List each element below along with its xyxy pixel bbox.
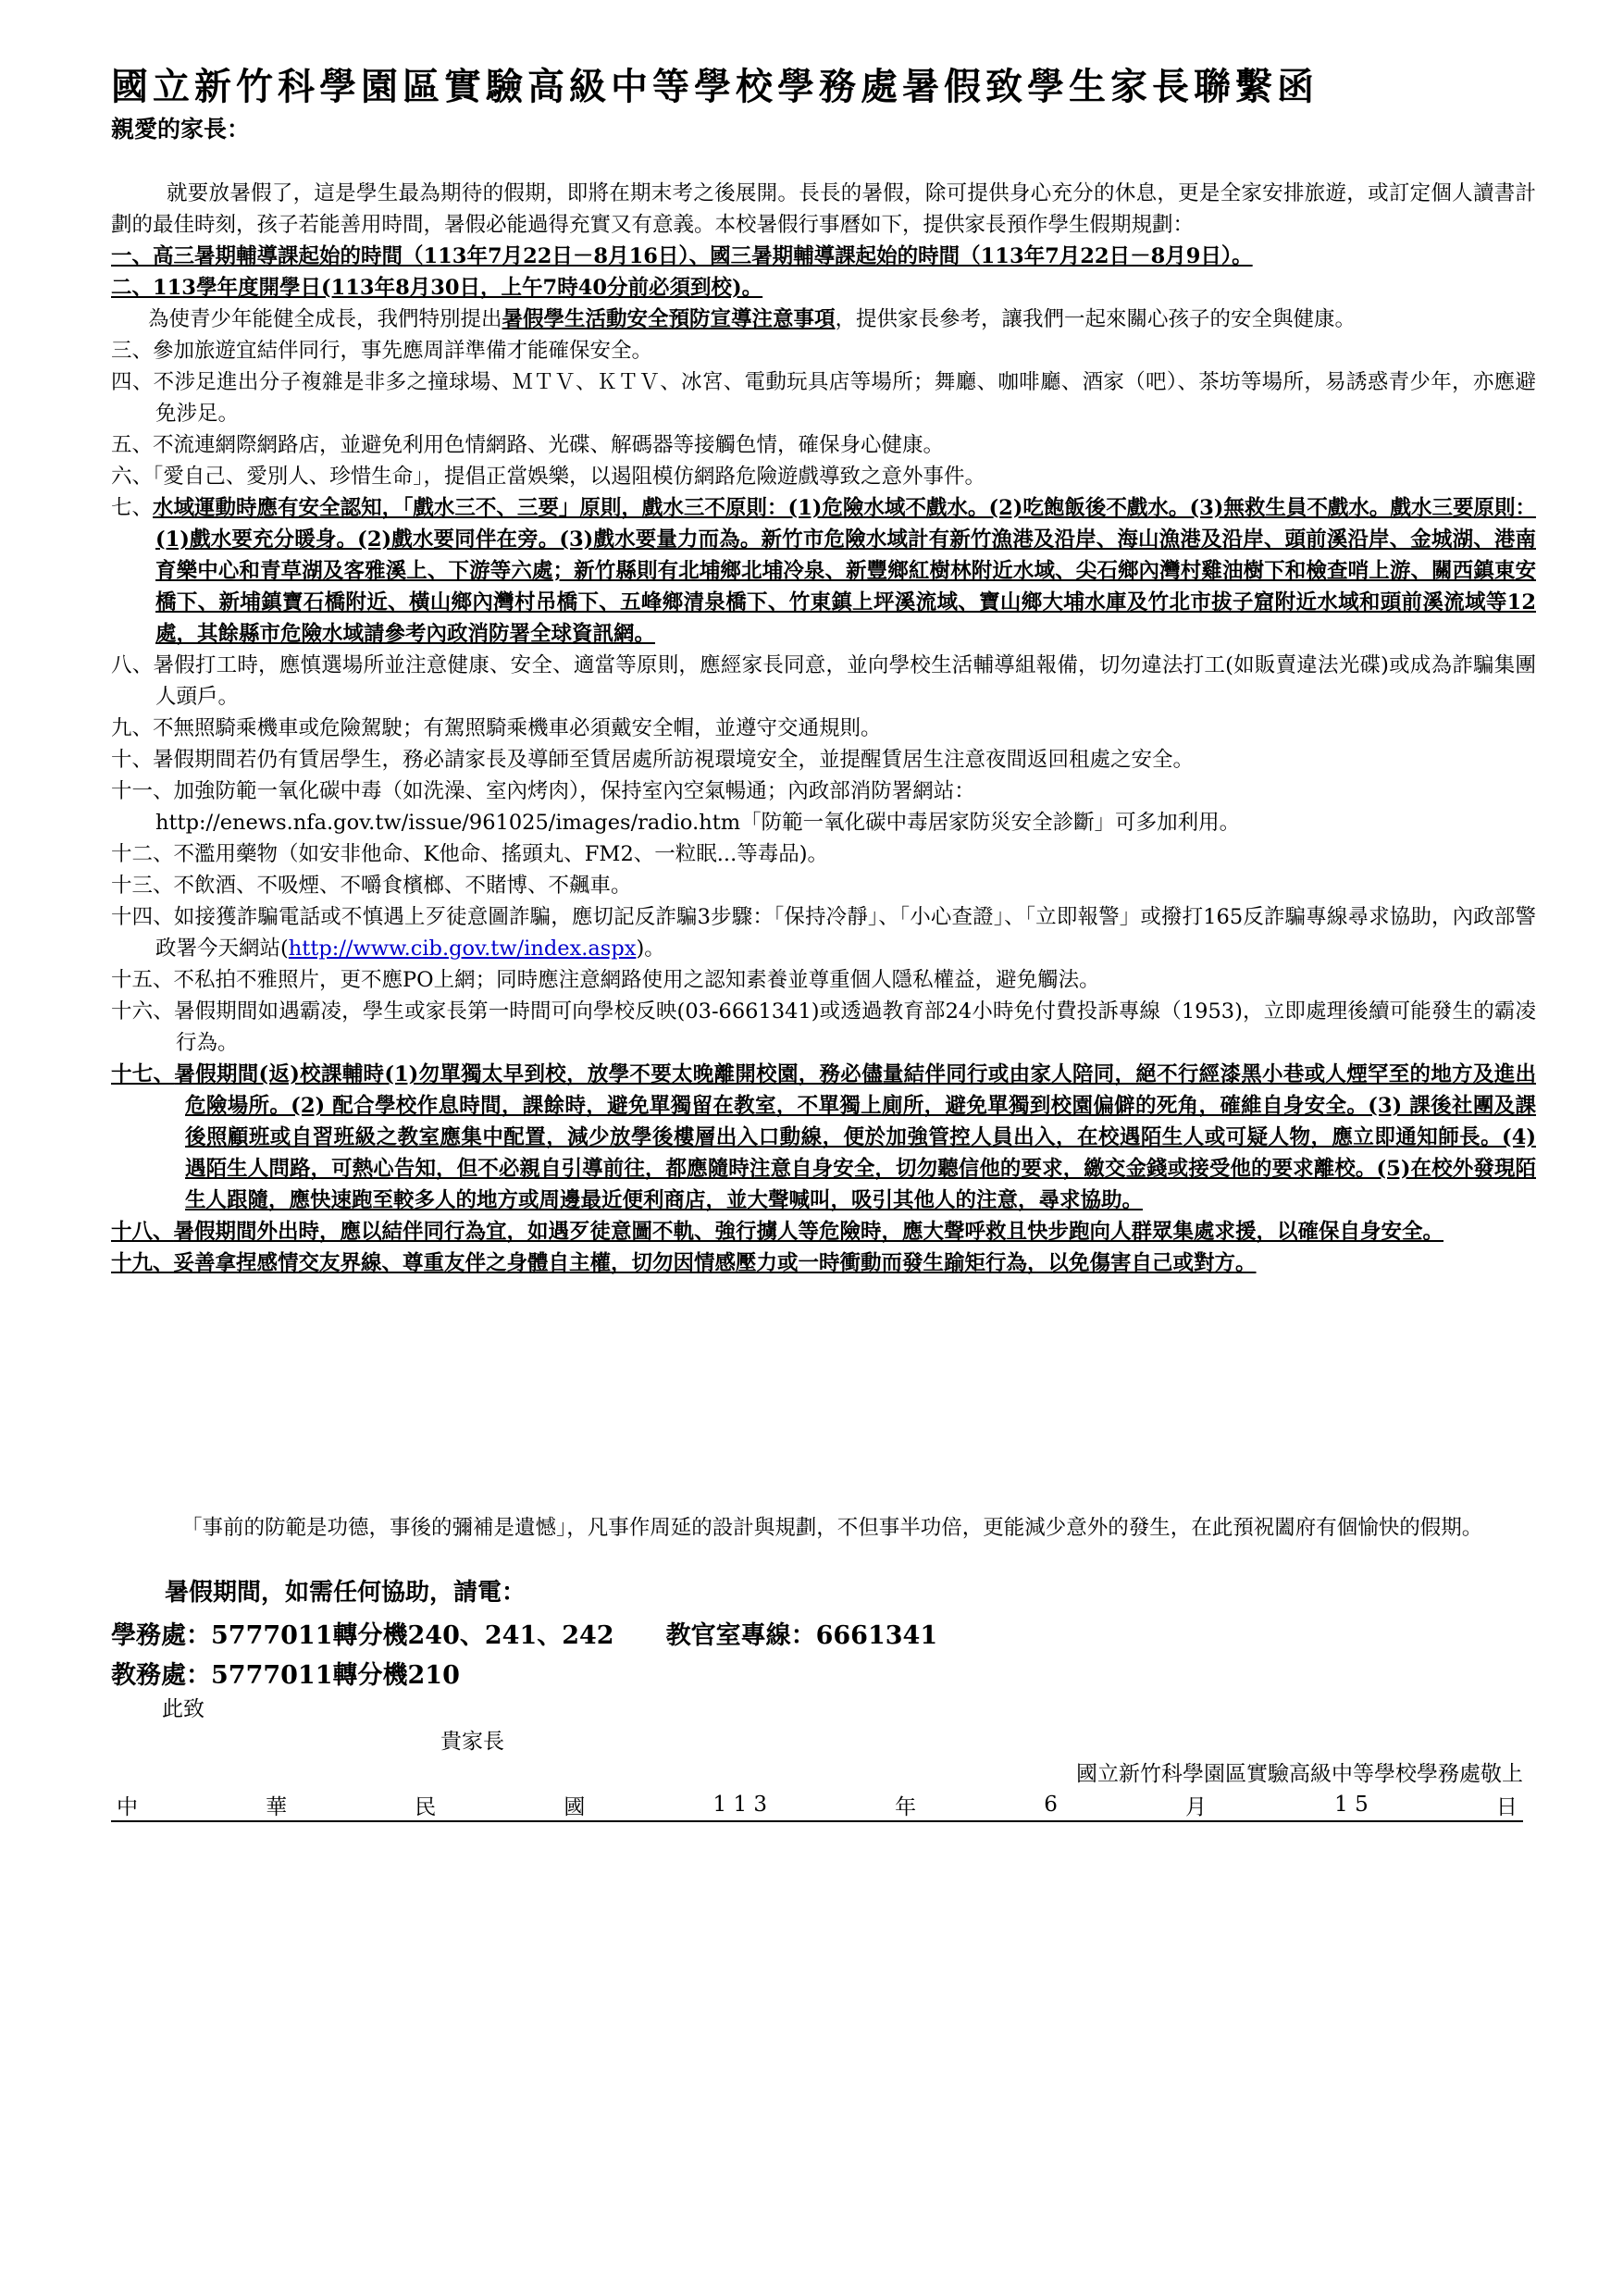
item-14-pre: 十四、如接獲詐騙電話或不慎遇上歹徒意圖詐騙，應切記反詐騙3步驟：「保持冷靜」、「小心查證」、「立即報警」或撥打165反詐騙專線尋求協助，內政部警政署今天網站(: [111, 905, 1536, 961]
item-6: 六、「愛自己、愛別人、珍惜生命」，提倡正當娛樂，以遏阻模仿網路危險遊戲導致之意外事件。: [111, 465, 986, 489]
date-char: 民: [415, 1794, 437, 1819]
item-7: [111, 492, 1536, 650]
closing-cizhi: 此致: [162, 1697, 204, 1721]
item-15: 十五、不私拍不雅照片，更不應PO上網；同時應注意網路使用之認知素養並尊重個人隱私權益，避免觸法。: [111, 968, 1100, 992]
item-2-text: 二、113學年度開學日(113年8月30日，上午7時40分前必須到校)。: [111, 276, 763, 300]
date-char: 日: [1495, 1794, 1518, 1819]
item-13: 十三、不飲酒、不吸煙、不嚼食檳榔、不賭博、不飆車。: [111, 874, 632, 898]
item-1: 一、高三暑期輔導課起始的時間（113年7月22日－8月16日）、國三暑期輔導課起始的時間（113年7月22日－8月9日）。: [111, 244, 1253, 268]
item-19: [111, 1247, 1536, 1279]
item-9: 九、不無照騎乘機車或危險駕駛；有駕照騎乘機車必須戴安全帽，並遵守交通規則。: [111, 716, 882, 740]
date-year: 1 1 3: [712, 1793, 768, 1817]
item-8: 八、暑假打工時，應慎選場所並注意健康、安全、適當等原則，應經家長同意，並向學校生活輔導組報備，切勿違法打工(如販賣違法光碟)或成為詐騙集團人頭戶。: [111, 653, 1536, 709]
item-5: 五、不流連網際網路店，並避免利用色情網路、光碟、解碼器等接觸色情，確保身心健康。: [111, 433, 945, 457]
safety-intro-post: ，提供家長參考，讓我們一起來關心孩子的安全與健康。: [835, 307, 1357, 331]
item-17-number: 十七、: [111, 1062, 175, 1086]
safety-intro-pre: 為使青少年能健全成長，我們特別提出: [148, 307, 502, 331]
item-17-text: 暑假期間(返)校課輔時(1)勿單獨太早到校，放學不要太晚離開校園，務必儘量結伴同行或由家人陪同，絕不行經漆黑小巷或人煙罕至的地方及進出危險場所。(2) 配合學校作息時間，課餘時，避免單獨留在教室，不單獨上廁所，避免單獨到校園偏僻的死角，確維自身安全。(3) 課後社團及課後照顧班或自習班級之教室應集中配置，減少放學後樓層出入口動線，便於加強管控人員出入，在校遇陌生人或可疑人物，應立即通知師長。(4) 遇陌生人問路，可熱心告知，但不必親自引導前往，都應隨時注意自身安全，切勿聽信他的要求，繳交金錢或接受他的要求離校。(5)在校外發現陌生人跟隨，應快速跑至較多人的地方或周邊最近便利商店，並大聲喊叫，吸引其他人的注意，尋求協助。: [174, 1062, 1536, 1212]
item-2: [111, 272, 1536, 304]
date-month: 6: [1044, 1793, 1058, 1817]
letter-body: [111, 178, 1536, 1279]
contact-military-office: 教官室專線：6661341: [665, 1621, 938, 1650]
contact-student-affairs: 學務處：5777011轉分機240、241、242: [111, 1621, 614, 1650]
item-18-text: 暑假期間外出時，應以結伴同行為宜，如遇歹徒意圖不軌、強行擄人等危險時，應大聲呼救且快步跑向人群眾集處求援，以確保自身安全。: [173, 1220, 1444, 1244]
salutation: 親愛的家長：: [111, 116, 251, 143]
intro-paragraph: 就要放暑假了，這是學生最為期待的假期，即將在期末考之後展開。長長的暑假，除可提供身心充分的休息，更是全家安排旅遊，或訂定個人讀書計劃的最佳時刻，孩子若能善用時間，暑假必能過得充實又有意義。本校暑假行事曆如下，提供家長預作學生假期規劃：: [111, 181, 1536, 237]
item-18: [111, 1216, 1536, 1247]
item-3: 三、參加旅遊宜結伴同行，事先應周詳準備才能確保安全。: [111, 339, 653, 363]
item-14-post: )。: [636, 937, 665, 961]
item-16: 十六、暑假期間如遇霸凌，學生或家長第一時間可向學校反映(03-6661341)或透過教育部24小時免付費投訴專線（1953)，立即處理後續可能發生的霸凌行為。: [111, 999, 1536, 1055]
contact-heading: 暑假期間，如需任何協助，請電：: [165, 1579, 527, 1607]
item-17: [111, 1059, 1536, 1216]
item-14: [111, 901, 1536, 964]
date-char: 月: [1185, 1794, 1208, 1819]
item-12: 十二、不濫用藥物（如安非他命、K他命、搖頭丸、FM2、一粒眠...等毒品)。: [111, 842, 829, 866]
item-4: 四、不涉足進出分子複雜是非多之撞球場、ＭＴＶ、ＫＴＶ、冰宮、電動玩具店等場所；舞廳、咖啡廳、酒家（吧）、茶坊等場所，易誘惑青少年，亦應避免涉足。: [111, 370, 1536, 426]
date-char: 國: [564, 1794, 586, 1819]
closing-quote: 「事前的防範是功德，事後的彌補是遺憾」，凡事作周延的設計與規劃，不但事半功倍，更能減少意外的發生，在此預祝闔府有個愉快的假期。: [181, 1516, 1483, 1540]
item-11-url: http://enews.nfa.gov.tw/issue/961025/images/radio.htm「防範一氧化碳中毒居家防災安全診斷」可多加利用。: [155, 811, 1241, 835]
item-7-number: 七、: [111, 496, 154, 520]
date-char: 中: [117, 1794, 138, 1819]
contact-line-1: [111, 1615, 937, 1651]
item-10: 十、暑假期間若仍有賃居學生，務必請家長及導師至賃居處所訪視環境安全，並提醒賃居生注意夜間返回租處之安全。: [111, 748, 1195, 772]
safety-intro: [111, 304, 1536, 335]
contact-academic-affairs: 教務處：5777011轉分機210: [111, 1661, 460, 1690]
safety-intro-bold: 暑假學生活動安全預防宣導注意事項: [502, 307, 836, 331]
letter-title: 國立新竹科學園區實驗高級中等學校學務處暑假致學生家長聯繫函: [111, 65, 1319, 108]
recipient: 貴家長: [440, 1730, 504, 1754]
date-line: [111, 1789, 1523, 1822]
item-18-number: 十八、: [111, 1220, 174, 1244]
item-11: 十一、加強防範一氧化碳中毒（如洗澡、室內烤肉），保持室內空氣暢通；內政部消防署網站：: [111, 779, 975, 803]
date-char: 年: [895, 1794, 917, 1819]
item-19-text: 十九、妥善拿捏感情交友界線、尊重友伴之身體自主權，切勿因情感壓力或一時衝動而發生踰矩行為，以免傷害自己或對方。: [111, 1251, 1257, 1275]
cib-website-link[interactable]: http://www.cib.gov.tw/index.aspx: [288, 937, 637, 961]
date-day: 1 5: [1334, 1793, 1369, 1817]
closing-section: [111, 1511, 1527, 1545]
item-7-text: 水域運動時應有安全認知，「戲水三不、三要」原則，戲水三不原則：(1)危險水域不戲水。(2)吃飽飯後不戲水。(3)無救生員不戲水。戲水三要原則：(1)戲水要充分暖身。(2)戲水要同伴在旁。(3)戲水要量力而為。新竹市危險水域計有新竹漁港及沿岸、海山漁港及沿岸、頭前溪沿岸、金城湖、港南育樂中心和青草湖及客雅溪上、下游等六處；新竹縣則有北埔鄉北埔冷泉、新豐鄉紅樹林附近水域、尖石鄉內灣村雞油樹下和檢查哨上游、關西鎮東安橋下、新埔鎮寶石橋附近、橫山鄉內灣村吊橋下、五峰鄉清泉橋下、竹東鎮上坪溪流域、寶山鄉大埔水庫及竹北市拔子窟附近水域和頭前溪流域等12處，其餘縣市危險水域請參考內政消防署全球資訊網。: [153, 496, 1536, 646]
signature: 國立新竹科學園區實驗高級中等學校學務處敬上: [1076, 1762, 1523, 1786]
date-char: 華: [266, 1794, 288, 1819]
